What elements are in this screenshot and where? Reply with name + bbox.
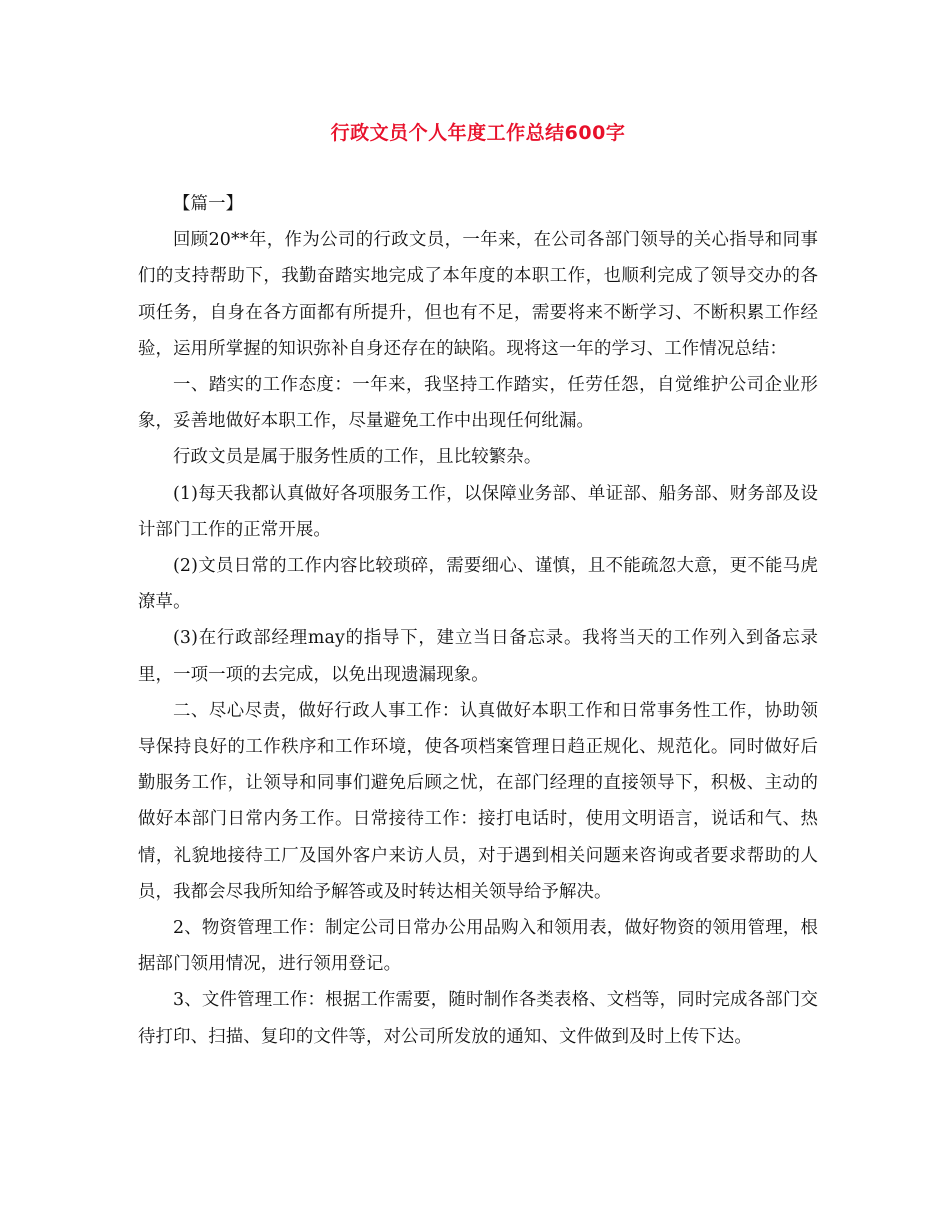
paragraph-admin-hr: 二、尽心尽责，做好行政人事工作：认真做好本职工作和日常事务性工作，协助领导保持良好的工作秩序和工作环境，使各项档案管理日趋正规化、规范化。同时做好后勤服务工作，让领导和同事们避免后顾之忧，在部门经理的直接领导下，积极、主动的做好本部门日常内务工作。日常接待工作：接打电话时，使用文明语言，说话和气、热情，礼貌地接待工厂及国外客户来访人员，对于遇到相关问题来咨询或者要求帮助的人员，我都会尽我所知给予解答或及时转达相关领导给予解决。 [138,700,818,902]
paragraph-attitude: 一、踏实的工作态度：一年来，我坚持工作踏实，任劳任怨，自觉维护公司企业形象，妥善地做好本职工作，尽量避免工作中出现任何纰漏。 [138,375,818,432]
paragraph-materials: 2、物资管理工作：制定公司日常办公用品购入和领用表，做好物资的领用管理，根据部门领用情况，进行领用登记。 [138,918,818,975]
paragraph-item-3: (3)在行政部经理may的指导下，建立当日备忘录。我将当天的工作列入到备忘录里，一项一项的去完成，以免出现遗漏现象。 [138,628,818,685]
paragraph-service-nature: 行政文员是属于服务性质的工作，且比较繁杂。 [173,447,542,468]
section-label: 【篇一】 [173,194,244,214]
paragraph-item-2: (2)文员日常的工作内容比较琐碎，需要细心、谨慎，且不能疏忽大意，更不能马虎潦草。 [138,556,818,613]
paragraph-documents: 3、文件管理工作：根据工作需要，随时制作各类表格、文档等，同时完成各部门交待打印、扫描、复印的文件等，对公司所发放的通知、文件做到及时上传下达。 [138,990,818,1047]
document-body [138,186,818,1055]
paragraph-intro: 回顾20**年，作为公司的行政文员，一年来，在公司各部门领导的关心指导和同事们的支持帮助下，我勤奋踏实地完成了本年度的本职工作，也顺利完成了领导交办的各项任务，自身在各方面都有所提升，但也有不足，需要将来不断学习、不断积累工作经验，运用所掌握的知识弥补自身还存在的缺陷。现将这一年的学习、工作情况总结： [138,230,818,359]
document-title: 行政文员个人年度工作总结600字 [330,122,626,144]
paragraph-item-1: (1)每天我都认真做好各项服务工作，以保障业务部、单证部、船务部、财务部及设计部门工作的正常开展。 [138,483,818,540]
